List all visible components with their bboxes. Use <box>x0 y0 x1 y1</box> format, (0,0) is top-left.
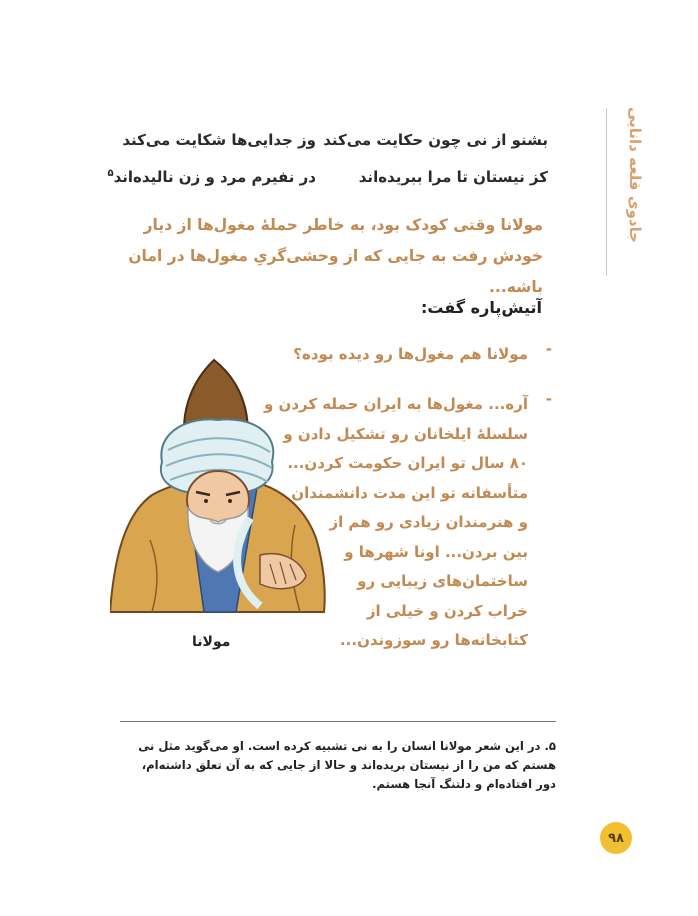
header-divider <box>606 108 607 276</box>
footnote-text: ۵. در این شعر مولانا انسان را به نی تشبیه کرده است. او می‌گوید مثل نی هستم که من را از نیستان بریده‌اند و حالا از جایی که به آن تعلق داشته‌ام، دور افتاده‌ام و دلتنگ آنجا هستم. <box>138 739 556 791</box>
poem-line2-text: در نفیرم مرد و زن نالیده‌اند <box>113 168 316 186</box>
narration-paragraph: مولانا وقتی کودک بود، به خاطر حملهٔ مغول‌ها از دیار خودش رفت به جایی که از وحشی‌گریِ مغول‌ها در امان باشه... <box>128 216 543 296</box>
illustration-caption: مولانا <box>192 634 231 650</box>
running-header-text: جادوی قلعه دانایی <box>626 106 644 244</box>
running-header <box>618 100 652 250</box>
poem-line2-second-hemistich <box>108 168 317 186</box>
footnote-reference: ۵ <box>107 168 114 179</box>
poem-line1-first-hemistich: بشنو از نی چون حکایت می‌کند <box>323 131 548 149</box>
dialogue-line: سلسلهٔ ایلخانان رو تشکیل دادن و <box>283 424 528 443</box>
dialogue-question <box>293 340 552 370</box>
dialogue-line: متأسفانه تو این مدت دانشمندان <box>291 483 528 502</box>
footnote-divider <box>120 721 556 722</box>
dialogue-line: کتابخانه‌ها رو سوزوندن... <box>339 631 528 649</box>
dialogue-dash: - <box>545 340 552 358</box>
dialogue-line: و هنرمندان زیادی رو هم از <box>329 513 528 531</box>
dialogue-line: آره... مغول‌ها به ایران حمله کردن و <box>263 395 528 413</box>
dialogue-line: بین بردن... اونا شهرها و <box>344 542 528 561</box>
speaker-heading: آتیش‌پاره گفت: <box>420 298 542 317</box>
dialogue-line: ساختمان‌های زیبایی رو <box>357 572 528 590</box>
dialogue-dash: - <box>545 390 552 408</box>
rumi-portrait-illustration <box>110 350 330 625</box>
dialogue-line: ۸۰ سال تو ایران حکومت کردن... <box>287 454 528 472</box>
dialogue-line: مولانا هم مغول‌ها رو دیده بوده؟ <box>293 345 528 363</box>
poem-line2-first-hemistich: کز نیستان تا مرا ببریده‌اند <box>358 168 548 186</box>
dialogue-line: خراب کردن و خیلی از <box>366 601 528 620</box>
poem-line1-second-hemistich: وز جدایی‌ها شکایت می‌کند <box>122 131 316 149</box>
page-number-badge <box>600 822 632 854</box>
page-number: ۹۸ <box>608 830 624 846</box>
